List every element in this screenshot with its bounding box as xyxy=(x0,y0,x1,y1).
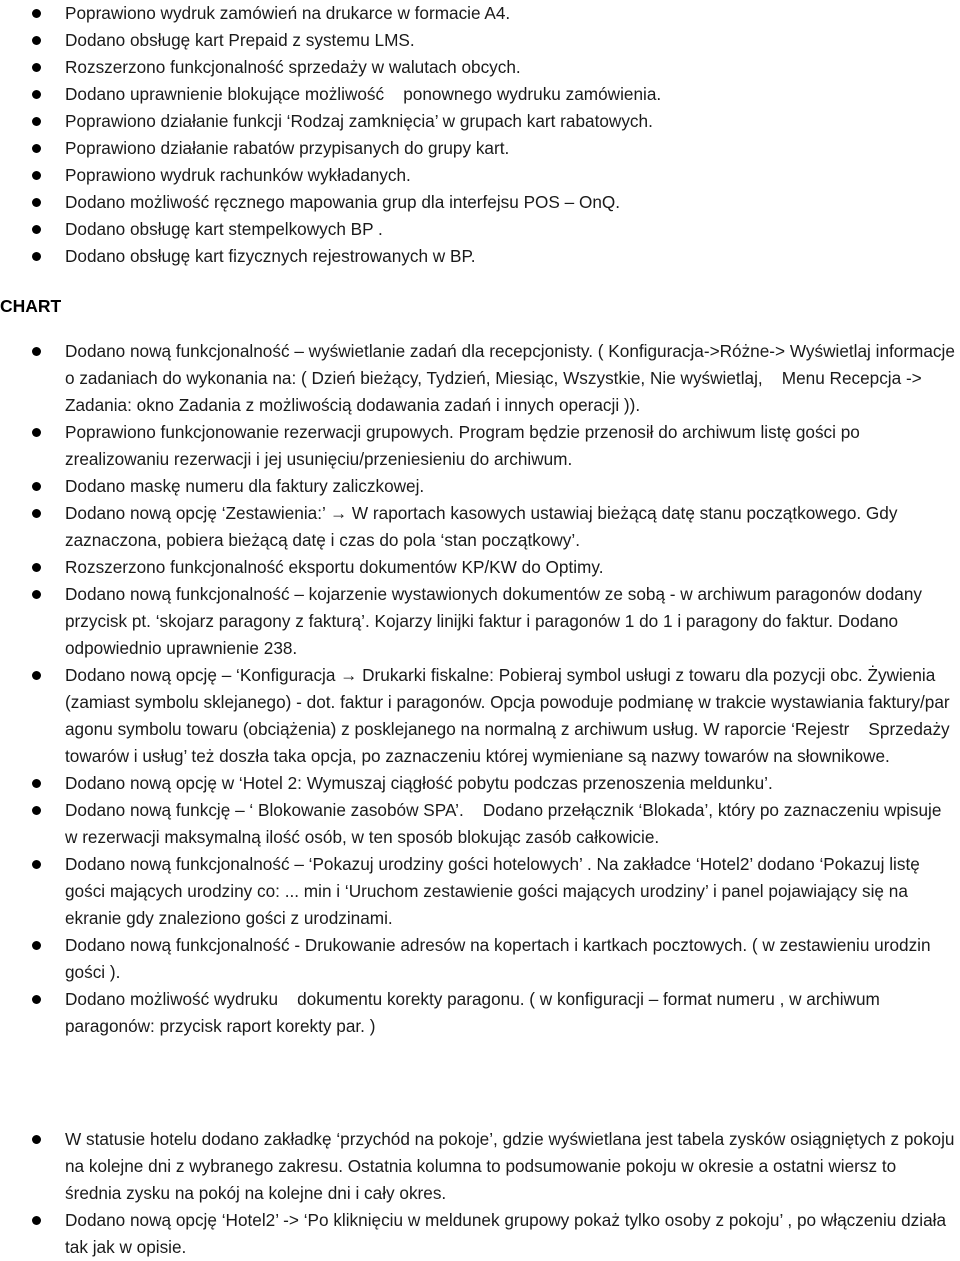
list-item-text: Dodano nową opcję w ‘Hotel 2: Wymuszaj ciągłość pobytu podczas przenoszenia meldunku’. xyxy=(65,773,773,793)
list-item xyxy=(0,189,960,216)
bullet-icon xyxy=(32,995,41,1004)
list-item-text: Poprawiono wydruk zamówień na drukarce w formacie A4. xyxy=(65,3,511,23)
list-item xyxy=(0,500,960,554)
list-item-text: Dodano obsługę kart fizycznych rejestrowanych w BP. xyxy=(65,246,476,266)
bullet-icon xyxy=(32,671,41,680)
list-item-text: Poprawiono działanie rabatów przypisanych do grupy kart. xyxy=(65,138,510,158)
list-item-text: Dodano możliwość ręcznego mapowania grup dla interfejsu POS – OnQ. xyxy=(65,192,621,212)
list-item-text: Poprawiono funkcjonowanie rezerwacji grupowych. Program będzie przenosił do archiwum listę gości po zrealizowaniu rezerwacji i jej usunięciu/przeniesieniu do archiwum. xyxy=(65,422,860,469)
bullet-icon xyxy=(32,225,41,234)
bullet-icon xyxy=(32,171,41,180)
list-item-text: Dodano nową opcję ‘Hotel2’ -> ‘Po kliknięciu w meldunek grupowy pokaż tylko osoby z pokoju’ , po włączeniu działa tak jak w opisie. xyxy=(65,1210,947,1257)
list-item xyxy=(0,473,960,500)
list-item-text: Dodano maskę numeru dla faktury zaliczkowej. xyxy=(65,476,425,496)
list-item xyxy=(0,581,960,662)
changelog-list-chart xyxy=(0,338,960,1040)
list-item xyxy=(0,554,960,581)
bullet-icon xyxy=(32,860,41,869)
list-item xyxy=(0,662,960,770)
bullet-icon xyxy=(32,347,41,356)
list-item-text: Poprawiono wydruk rachunków wykładanych. xyxy=(65,165,411,185)
list-item xyxy=(0,243,960,270)
bullet-icon xyxy=(32,509,41,518)
list-item xyxy=(0,27,960,54)
bullet-icon xyxy=(32,482,41,491)
list-item xyxy=(0,986,960,1040)
bullet-icon xyxy=(32,63,41,72)
list-item-text: Dodano nową opcję – ‘Konfiguracja → Drukarki fiskalne: Pobieraj symbol usługi z towaru dla pozycji obc. Żywienia (zamiast symbolu sklejanego) - dot. faktur i paragonów. Opcja powoduje podmianę w trakcie wystawiania faktury/par agonu symbolu towaru (obciążenia) z posklejanego na normalną z archiwum usług. W raporcie ‘Rejestr Sprzedaży towarów i usług’ też doszła taka opcja, po zaznaczeniu której wymieniane są nazwy towarów na słownikowe. xyxy=(65,665,955,766)
list-item-text: Dodano nową funkcjonalność - Drukowanie adresów na kopertach i kartkach pocztowych. ( w zestawieniu urodzin gości ). xyxy=(65,935,931,982)
bullet-icon xyxy=(32,117,41,126)
list-item-text: Dodano możliwość wydruku dokumentu korekty paragonu. ( w konfiguracji – format numeru , w archiwum paragonów: przycisk raport korekty par. ) xyxy=(65,989,885,1036)
bullet-icon xyxy=(32,90,41,99)
list-item-text: Poprawiono działanie funkcji ‘Rodzaj zamknięcia’ w grupach kart rabatowych. xyxy=(65,111,653,131)
list-item xyxy=(0,419,960,473)
list-item-text: Dodano nową funkcjonalność – kojarzenie wystawionych dokumentów ze sobą - w archiwum paragonów dodany przycisk pt. ‘skojarz paragony z fakturą’. Kojarzy linijki faktur i paragonów 1 do 1 i paragony do faktur. Dodano odpowiednio uprawnienie 238. xyxy=(65,584,922,658)
list-item xyxy=(0,932,960,986)
list-item-text: Dodano nową funkcjonalność – ‘Pokazuj urodziny gości hotelowych’ . Na zakładce ‘Hotel2’ dodano ‘Pokazuj listę gości mających urodziny co: ... min i ‘Uruchom zestawienie gości mających urodziny’ i panel pojawiający się na ekranie gdy znaleziono gości z urodzinami. xyxy=(65,854,920,928)
bullet-icon xyxy=(32,144,41,153)
changelog-list-chart-2 xyxy=(0,1126,960,1261)
list-item xyxy=(0,1126,960,1207)
list-item-text: Dodano nową funkcję – ‘ Blokowanie zasobów SPA’. Dodano przełącznik ‘Blokada’, który po zaznaczeniu wpisuje w rezerwacji maksymalną ilość osób, w ten sposób blokując zasób całkowicie. xyxy=(65,800,947,847)
bullet-icon xyxy=(32,590,41,599)
bullet-icon xyxy=(32,252,41,261)
list-item-text: Dodano nową opcję ‘Zestawienia:’ → W raportach kasowych ustawiaj bieżącą datę stanu początkowego. Gdy zaznaczona, pobiera bieżącą datę i czas do pola ‘stan początkowy’. xyxy=(65,503,898,550)
list-item xyxy=(0,162,960,189)
list-item xyxy=(0,770,960,797)
list-item-text: Rozszerzono funkcjonalność eksportu dokumentów KP/KW do Optimy. xyxy=(65,557,604,577)
bullet-icon xyxy=(32,428,41,437)
bullet-icon xyxy=(32,941,41,950)
list-item xyxy=(0,851,960,932)
list-item-text: Dodano obsługę kart Prepaid z systemu LMS. xyxy=(65,30,415,50)
list-item-text: Rozszerzono funkcjonalność sprzedaży w walutach obcych. xyxy=(65,57,521,77)
list-item xyxy=(0,216,960,243)
list-item xyxy=(0,108,960,135)
bullet-icon xyxy=(32,36,41,45)
section-heading: CHART xyxy=(0,296,62,316)
list-item-text: Dodano obsługę kart stempelkowych BP . xyxy=(65,219,383,239)
list-item-text: Dodano uprawnienie blokujące możliwość ponownego wydruku zamówienia. xyxy=(65,84,662,104)
changelog-list-top xyxy=(0,0,960,270)
list-item-text: Dodano nową funkcjonalność – wyświetlanie zadań dla recepcjonisty. ( Konfiguracja->Różne-> Wyświetlaj informacje o zadaniach do wykonania na: ( Dzień bieżący, Tydzień, Miesiąc, Wszystkie, Nie wyświetlaj, Menu Recepcja -> Zadania: okno Zadania z możliwością dodawania zadań i innych operacji )). xyxy=(65,341,960,415)
bullet-icon xyxy=(32,9,41,18)
list-item-text: W statusie hotelu dodano zakładkę ‘przychód na pokoje’, gdzie wyświetlana jest tabela zysków osiągniętych z pokoju na kolejne dni z wybranego zakresu. Ostatnia kolumna to podsumowanie pokoju w okresie a ostatni wiersz to średnia zysku na pokój na kolejne dni i cały okres. xyxy=(65,1129,955,1203)
bullet-icon xyxy=(32,779,41,788)
list-item xyxy=(0,797,960,851)
list-item xyxy=(0,54,960,81)
bullet-icon xyxy=(32,806,41,815)
bullet-icon xyxy=(32,198,41,207)
bullet-icon xyxy=(32,563,41,572)
list-item xyxy=(0,1207,960,1261)
list-item xyxy=(0,0,960,27)
list-item xyxy=(0,338,960,419)
bullet-icon xyxy=(32,1135,41,1144)
list-item xyxy=(0,81,960,108)
list-item xyxy=(0,135,960,162)
bullet-icon xyxy=(32,1216,41,1225)
